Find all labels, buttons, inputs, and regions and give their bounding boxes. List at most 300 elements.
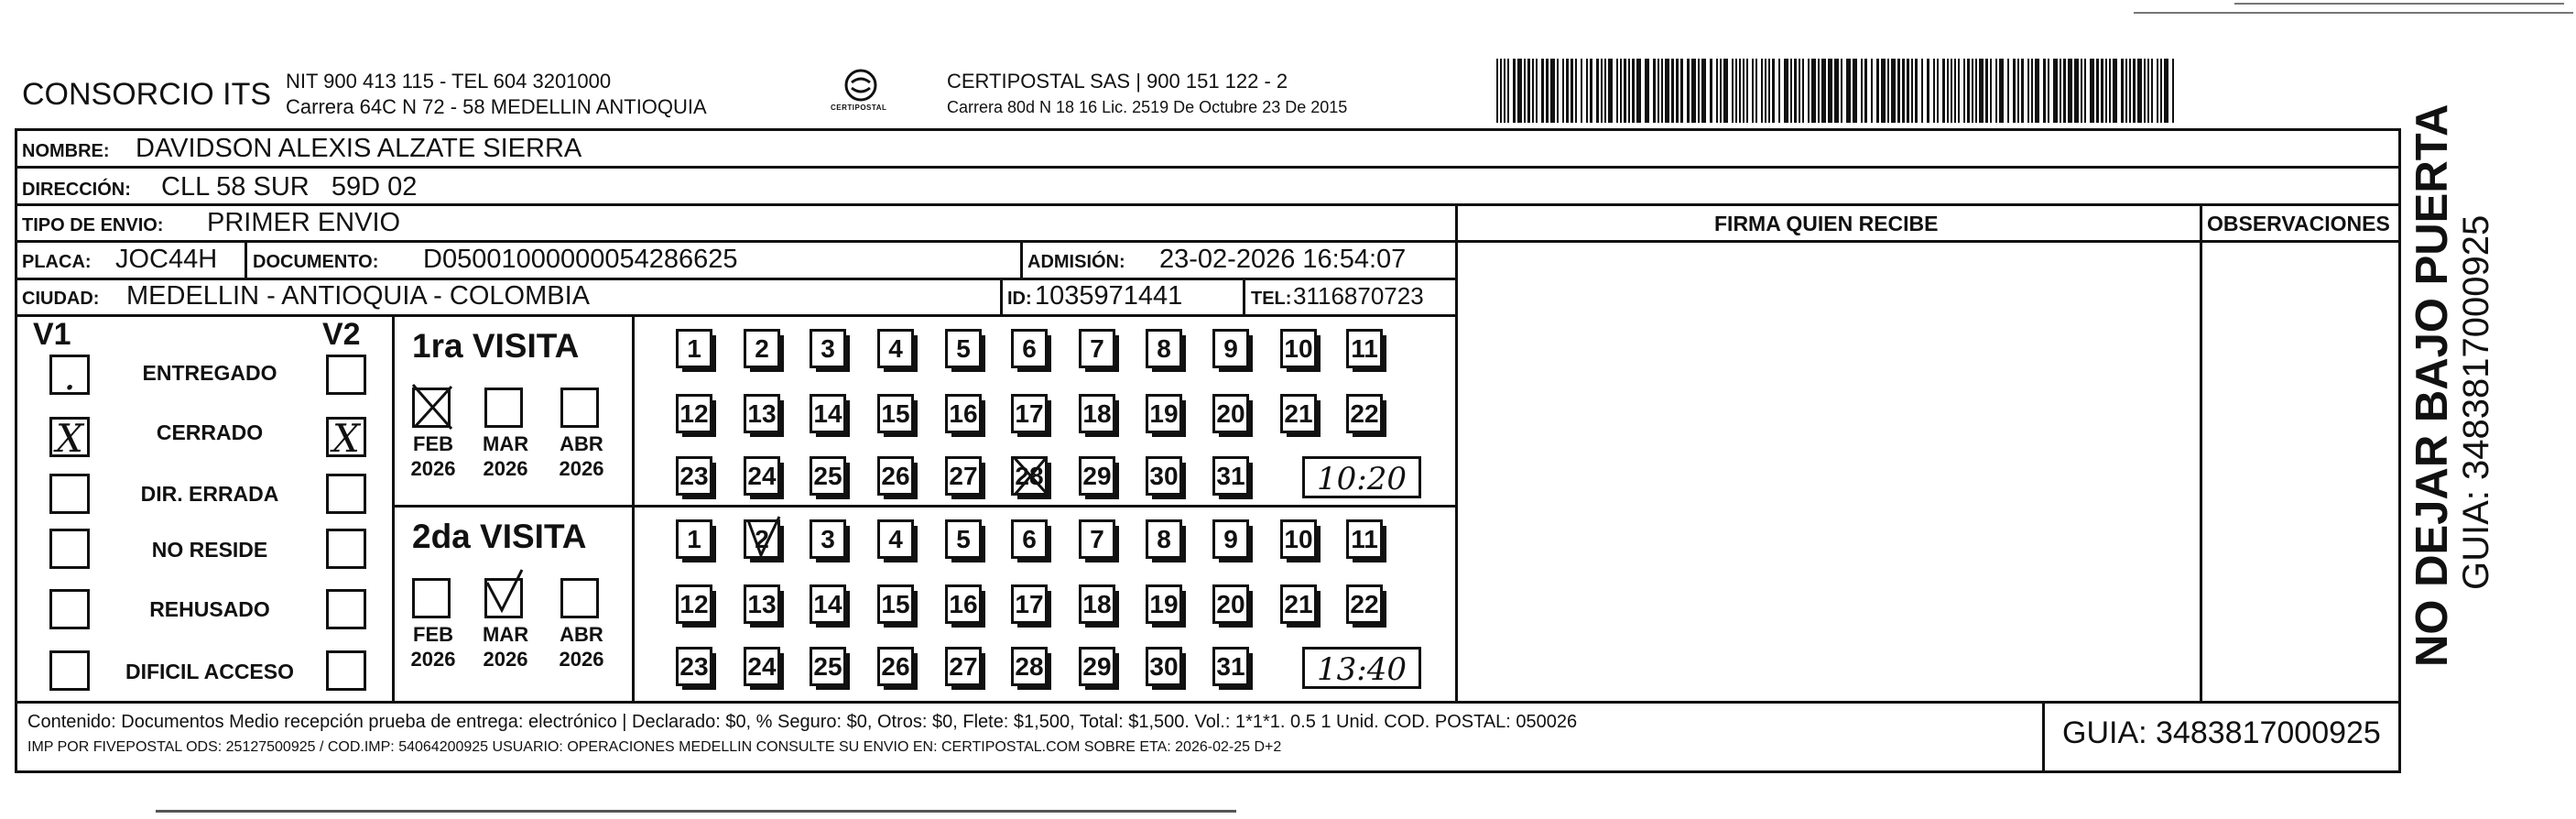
footer-guide-divider xyxy=(2042,701,2045,773)
day-box-shadow xyxy=(1287,624,1321,628)
status-option-label: DIR. ERRADA xyxy=(140,482,279,506)
day-box-shadow xyxy=(1353,559,1386,562)
day-box-shadow xyxy=(1219,368,1253,372)
barcode-bar xyxy=(1887,59,1889,123)
barcode-bar xyxy=(2035,59,2039,123)
barcode-bar xyxy=(1720,59,1722,123)
day-box-shadow xyxy=(780,463,784,499)
day-box[interactable] xyxy=(1011,394,1048,433)
side-guide: GUIA: 3483817000925 xyxy=(2456,214,2496,590)
barcode-bar xyxy=(1942,59,1945,123)
day-number: 11 xyxy=(1351,334,1378,363)
barcode-bar xyxy=(1802,59,1804,123)
v2-checkbox[interactable] xyxy=(326,529,366,569)
v2-checkbox[interactable] xyxy=(326,474,366,514)
day-box[interactable] xyxy=(1011,584,1048,624)
signature-header: FIRMA QUIEN RECIBE xyxy=(1714,212,1939,235)
type-label: TIPO DE ENVIO: xyxy=(22,215,164,235)
day-box[interactable] xyxy=(1146,584,1182,624)
day-box-shadow xyxy=(1383,335,1386,372)
day-number: 12 xyxy=(679,590,709,618)
v2-label: V2 xyxy=(322,317,361,352)
day-box-shadow xyxy=(1249,526,1253,562)
month-name: ABR xyxy=(560,623,603,646)
type-value: PRIMER ENVIO xyxy=(207,208,401,237)
day-box[interactable] xyxy=(1079,329,1115,368)
barcode-bar xyxy=(2031,59,2033,123)
month-year: 2026 xyxy=(410,457,456,480)
barcode-bar xyxy=(1590,59,1592,123)
barcode-bar xyxy=(1507,59,1509,123)
day-number: 9 xyxy=(1223,334,1238,363)
barcode-bar xyxy=(2013,59,2016,123)
day-box-shadow xyxy=(682,368,716,372)
barcode-bar xyxy=(1628,59,1630,123)
barcode-bar xyxy=(1907,59,1909,123)
day-number: 23 xyxy=(679,652,709,681)
day-number: 22 xyxy=(1350,590,1379,618)
barcode-bar xyxy=(1746,59,1748,123)
day-box-shadow xyxy=(816,433,850,437)
status-option-label: DIFICIL ACCESO xyxy=(125,660,294,683)
day-box-shadow xyxy=(712,335,716,372)
day-mark xyxy=(741,515,787,564)
day-box[interactable] xyxy=(1212,329,1249,368)
barcode-bar xyxy=(2151,59,2153,123)
day-number: 6 xyxy=(1022,525,1037,553)
day-box[interactable] xyxy=(1280,584,1317,624)
day-box-shadow xyxy=(1017,624,1051,628)
day-box-shadow xyxy=(982,653,985,690)
day-box-shadow xyxy=(1115,400,1119,437)
barcode-bar xyxy=(1963,59,1965,123)
barcode-bar xyxy=(1716,59,1718,123)
day-number: 9 xyxy=(1223,525,1238,553)
day-box[interactable] xyxy=(676,329,712,368)
day-number: 29 xyxy=(1082,652,1112,681)
day-box-shadow xyxy=(1383,400,1386,437)
day-box[interactable] xyxy=(1212,456,1249,496)
barcode-bar xyxy=(1951,59,1952,123)
barcode-bar xyxy=(1624,59,1626,123)
day-box[interactable] xyxy=(1212,394,1249,433)
day-box[interactable] xyxy=(1011,519,1048,559)
day-box[interactable] xyxy=(877,394,914,433)
day-box[interactable] xyxy=(1011,456,1048,496)
barcode-bar xyxy=(2027,59,2029,123)
barcode-bar xyxy=(1680,59,1683,123)
barcode-bar xyxy=(1687,59,1690,123)
barcode-bar xyxy=(1698,59,1700,123)
observations-column-divider xyxy=(2200,203,2202,701)
barcode-bar xyxy=(2090,59,2094,123)
day-number: 27 xyxy=(949,462,978,490)
month-name: MAR xyxy=(483,432,529,455)
day-box-shadow xyxy=(846,335,850,372)
day-number: 24 xyxy=(747,462,777,490)
day-box[interactable] xyxy=(945,647,982,686)
barcode-bar xyxy=(1541,59,1544,123)
day-box[interactable] xyxy=(810,456,846,496)
day-box[interactable] xyxy=(945,329,982,368)
day-number: 7 xyxy=(1090,525,1104,553)
barcode-bar xyxy=(1691,59,1696,123)
day-box[interactable] xyxy=(810,519,846,559)
observations-header: OBSERVACIONES xyxy=(2207,212,2390,235)
day-box[interactable] xyxy=(1280,329,1317,368)
day-box[interactable] xyxy=(877,584,914,624)
barcode-bar xyxy=(1891,59,1896,123)
day-number: 1 xyxy=(687,334,701,363)
barcode-bar xyxy=(1902,59,1905,123)
v1-label: V1 xyxy=(33,317,71,352)
barcode-bar xyxy=(1897,59,1900,123)
barcode-bar xyxy=(1937,59,1939,123)
barcode-bar xyxy=(1975,59,1977,123)
day-box[interactable] xyxy=(744,519,780,559)
footer-imp: IMP POR FIVEPOSTAL ODS: 25127500925 / COD.IMP: 54064200925 USUARIO: OPERACIONES MEDELLIN CONSULTE SU ENVIO EN: CERTIPOSTAL.COM SOBRE ETA: 2026-02-25 D+2 xyxy=(27,739,1282,755)
day-box[interactable] xyxy=(1212,647,1249,686)
day-box-shadow xyxy=(951,496,985,499)
day-box-shadow xyxy=(982,526,985,562)
barcode-bar xyxy=(1616,59,1618,123)
day-box[interactable] xyxy=(1346,394,1383,433)
barcode-bar xyxy=(1596,59,1599,123)
visit-time-box[interactable] xyxy=(1302,647,1421,689)
day-box[interactable] xyxy=(1079,456,1115,496)
barcode-bar xyxy=(1575,59,1577,123)
barcode-bar xyxy=(2021,59,2024,123)
day-box-shadow xyxy=(1085,496,1119,499)
barcode xyxy=(1496,59,2179,123)
barcode-bar xyxy=(1636,59,1641,123)
logo-text: CERTIPOSTAL xyxy=(831,104,887,112)
barcode-bar xyxy=(1765,59,1766,123)
day-box-shadow xyxy=(846,400,850,437)
day-box-shadow xyxy=(914,335,918,372)
day-box[interactable] xyxy=(1079,519,1115,559)
day-box[interactable] xyxy=(1079,584,1115,624)
barcode-bar xyxy=(1995,59,1997,123)
barcode-bar xyxy=(2007,59,2009,123)
barcode-bar xyxy=(1608,59,1613,123)
barcode-bar xyxy=(1828,59,1832,123)
day-box[interactable] xyxy=(810,584,846,624)
scan-edge-line xyxy=(2134,12,2573,14)
barcode-bar xyxy=(2147,59,2149,123)
row-divider xyxy=(15,203,2401,206)
id-label: ID: xyxy=(1007,289,1032,309)
day-box[interactable] xyxy=(744,647,780,686)
day-box[interactable] xyxy=(744,394,780,433)
barcode-bar xyxy=(1985,59,1988,123)
day-box-shadow xyxy=(1115,653,1119,690)
day-box[interactable] xyxy=(877,456,914,496)
day-box[interactable] xyxy=(810,647,846,686)
day-number: 8 xyxy=(1157,334,1171,363)
day-box-shadow xyxy=(1085,624,1119,628)
day-box[interactable] xyxy=(1146,394,1182,433)
day-box-shadow xyxy=(750,686,784,690)
day-number: 6 xyxy=(1022,334,1037,363)
day-number: 2 xyxy=(755,334,769,363)
city-value: MEDELLIN - ANTIOQUIA - COLOMBIA xyxy=(126,281,590,311)
barcode-bar xyxy=(1632,59,1635,123)
barcode-bar xyxy=(2068,59,2072,123)
day-box-shadow xyxy=(1048,335,1051,372)
day-number: 14 xyxy=(813,399,842,428)
day-box[interactable] xyxy=(676,584,712,624)
day-number: 10 xyxy=(1284,525,1313,553)
day-box-shadow xyxy=(1219,433,1253,437)
day-number: 7 xyxy=(1090,334,1104,363)
day-box-shadow xyxy=(1152,433,1186,437)
barcode-bar xyxy=(2144,59,2146,123)
day-box-shadow xyxy=(1115,591,1119,628)
day-box[interactable] xyxy=(1146,456,1182,496)
day-box-shadow xyxy=(750,368,784,372)
day-box[interactable] xyxy=(945,584,982,624)
id-value: 1035971441 xyxy=(1035,281,1183,311)
barcode-bar xyxy=(1772,59,1775,123)
day-box-shadow xyxy=(1182,335,1186,372)
city-label: CIUDAD: xyxy=(22,289,100,309)
day-box[interactable] xyxy=(877,519,914,559)
cell-divider xyxy=(245,240,247,278)
day-box[interactable] xyxy=(1212,519,1249,559)
month-name: FEB xyxy=(413,623,453,646)
visit-time: 10:20 xyxy=(1317,461,1407,497)
day-box-shadow xyxy=(1353,368,1386,372)
day-box-shadow xyxy=(884,559,918,562)
tel-label: TEL: xyxy=(1251,289,1292,309)
barcode-bar xyxy=(1665,59,1669,123)
day-box[interactable] xyxy=(1011,329,1048,368)
day-number: 31 xyxy=(1216,652,1245,681)
barcode-bar xyxy=(2084,59,2086,123)
barcode-bar xyxy=(2063,59,2066,123)
day-box[interactable] xyxy=(1146,329,1182,368)
barcode-bar xyxy=(1811,59,1816,123)
day-box[interactable] xyxy=(810,329,846,368)
barcode-bar xyxy=(1571,59,1573,123)
visit-time-box[interactable] xyxy=(1302,456,1421,498)
barcode-bar xyxy=(1645,59,1649,123)
barcode-bar xyxy=(1513,59,1516,123)
row-divider xyxy=(15,240,1455,243)
day-box-shadow xyxy=(712,591,716,628)
day-box-shadow xyxy=(1182,463,1186,499)
day-box-shadow xyxy=(1287,433,1321,437)
v1-checkbox[interactable] xyxy=(49,354,90,399)
barcode-bar xyxy=(1958,59,1960,123)
day-box[interactable] xyxy=(1212,584,1249,624)
day-box[interactable] xyxy=(1011,647,1048,686)
barcode-bar xyxy=(1723,59,1728,123)
day-box-shadow xyxy=(1085,559,1119,562)
barcode-bar xyxy=(1784,59,1788,123)
day-box-shadow xyxy=(1048,526,1051,562)
day-box-shadow xyxy=(1353,433,1386,437)
day-box-shadow xyxy=(816,368,850,372)
company-nit: NIT 900 413 115 - TEL 604 3201000 xyxy=(286,70,612,93)
barcode-bar xyxy=(1853,59,1857,123)
day-box-shadow xyxy=(1383,591,1386,628)
status-option-label: ENTREGADO xyxy=(142,361,277,385)
day-box-shadow xyxy=(1249,400,1253,437)
day-box-shadow xyxy=(780,335,784,372)
day-box[interactable] xyxy=(877,329,914,368)
barcode-bar xyxy=(2129,59,2131,123)
day-number: 4 xyxy=(888,525,903,553)
scan-edge-line xyxy=(2234,3,2564,5)
certipostal-logo xyxy=(829,66,893,119)
barcode-bar xyxy=(1676,59,1679,123)
day-box[interactable] xyxy=(744,584,780,624)
day-number: 25 xyxy=(813,652,842,681)
day-box-shadow xyxy=(982,591,985,628)
barcode-bar xyxy=(1581,59,1582,123)
day-mark xyxy=(1008,452,1054,501)
day-box-shadow xyxy=(682,433,716,437)
day-box-shadow xyxy=(750,433,784,437)
day-number: 4 xyxy=(888,334,903,363)
day-box[interactable] xyxy=(945,519,982,559)
day-box[interactable] xyxy=(877,647,914,686)
day-box-shadow xyxy=(846,653,850,690)
month-name: FEB xyxy=(413,432,453,455)
day-box[interactable] xyxy=(810,394,846,433)
day-box[interactable] xyxy=(676,519,712,559)
barcode-bar xyxy=(1794,59,1797,123)
day-box[interactable] xyxy=(1146,647,1182,686)
day-number: 18 xyxy=(1082,590,1112,618)
day-number: 22 xyxy=(1350,399,1379,428)
status-option-label: NO RESIDE xyxy=(151,538,268,562)
day-box[interactable] xyxy=(1346,519,1383,559)
day-box[interactable] xyxy=(945,456,982,496)
status-option-label: REHUSADO xyxy=(149,597,270,621)
day-box-shadow xyxy=(1353,624,1386,628)
day-box-shadow xyxy=(1182,653,1186,690)
day-box-shadow xyxy=(780,653,784,690)
day-number: 28 xyxy=(1015,652,1044,681)
barcode-bar xyxy=(1921,59,1923,123)
barcode-bar xyxy=(1821,59,1826,123)
day-box-shadow xyxy=(1249,463,1253,499)
barcode-bar xyxy=(1808,59,1810,123)
day-number: 3 xyxy=(821,525,835,553)
day-number: 5 xyxy=(956,334,971,363)
barcode-bar xyxy=(1846,59,1851,123)
day-number: 30 xyxy=(1149,462,1179,490)
barcode-bar xyxy=(1927,59,1929,123)
barcode-bar xyxy=(1752,59,1754,123)
footer-guide: GUIA: 3483817000925 xyxy=(2062,715,2381,750)
month-year: 2026 xyxy=(483,457,528,480)
v2-checkbox[interactable] xyxy=(326,650,366,691)
day-box-shadow xyxy=(884,686,918,690)
checkbox-mark: . xyxy=(63,354,76,399)
v1-checkbox[interactable] xyxy=(49,529,90,569)
day-box[interactable] xyxy=(676,647,712,686)
day-number: 8 xyxy=(1157,525,1171,553)
month-checkbox[interactable] xyxy=(560,388,599,428)
v2-checkbox[interactable] xyxy=(326,416,366,461)
barcode-bar xyxy=(1967,59,1970,123)
day-box[interactable] xyxy=(676,456,712,496)
day-box-shadow xyxy=(1317,400,1321,437)
day-number: 17 xyxy=(1015,399,1044,428)
day-box-shadow xyxy=(1249,335,1253,372)
v1-checkbox[interactable] xyxy=(49,650,90,691)
day-box[interactable] xyxy=(945,394,982,433)
day-box[interactable] xyxy=(1346,329,1383,368)
month-year: 2026 xyxy=(483,648,528,671)
address-value: CLL 58 SUR 59D 02 xyxy=(161,172,418,202)
day-box-shadow xyxy=(1219,559,1253,562)
day-box[interactable] xyxy=(1280,394,1317,433)
day-box[interactable] xyxy=(1346,584,1383,624)
day-box[interactable] xyxy=(1280,519,1317,559)
v2-checkbox[interactable] xyxy=(326,355,366,395)
day-box[interactable] xyxy=(744,456,780,496)
barcode-bar xyxy=(2053,59,2058,123)
day-box[interactable] xyxy=(1079,394,1115,433)
barcode-bar xyxy=(1876,59,1879,123)
month-year: 2026 xyxy=(559,648,604,671)
v2-checkbox[interactable] xyxy=(326,589,366,629)
row-divider xyxy=(15,314,1455,317)
day-box-shadow xyxy=(914,526,918,562)
day-number: 3 xyxy=(821,334,835,363)
day-box[interactable] xyxy=(1079,647,1115,686)
day-box[interactable] xyxy=(1146,519,1182,559)
side-text xyxy=(2405,104,2570,773)
company-address: Carrera 64C N 72 - 58 MEDELLIN ANTIOQUIA xyxy=(286,95,707,118)
day-box-shadow xyxy=(914,591,918,628)
day-box-shadow xyxy=(712,526,716,562)
day-number: 14 xyxy=(813,590,842,618)
barcode-bar xyxy=(2043,59,2046,123)
barcode-bar xyxy=(1601,59,1603,123)
month-checkbox[interactable] xyxy=(560,578,599,618)
barcode-bar xyxy=(2157,59,2158,123)
day-box-shadow xyxy=(1048,400,1051,437)
day-box-shadow xyxy=(1249,591,1253,628)
month-checkbox[interactable] xyxy=(412,578,451,618)
barcode-bar xyxy=(2125,59,2127,123)
signature-column-divider xyxy=(1455,203,1458,701)
day-box-shadow xyxy=(1317,526,1321,562)
day-box[interactable] xyxy=(744,329,780,368)
v1-checkbox[interactable] xyxy=(49,589,90,629)
month-checkbox[interactable] xyxy=(484,388,523,428)
day-box-shadow xyxy=(1152,496,1186,499)
v1-checkbox[interactable] xyxy=(49,416,90,461)
day-box-shadow xyxy=(1085,368,1119,372)
v1-checkbox[interactable] xyxy=(49,474,90,514)
day-box-shadow xyxy=(1152,686,1186,690)
barcode-bar xyxy=(1834,59,1839,123)
day-box-shadow xyxy=(982,335,985,372)
month-checkbox[interactable] xyxy=(484,578,523,618)
day-box-shadow xyxy=(1287,559,1321,562)
day-number: 30 xyxy=(1149,652,1179,681)
month-checkbox[interactable] xyxy=(412,388,451,428)
day-box[interactable] xyxy=(676,394,712,433)
day-number: 20 xyxy=(1216,590,1245,618)
